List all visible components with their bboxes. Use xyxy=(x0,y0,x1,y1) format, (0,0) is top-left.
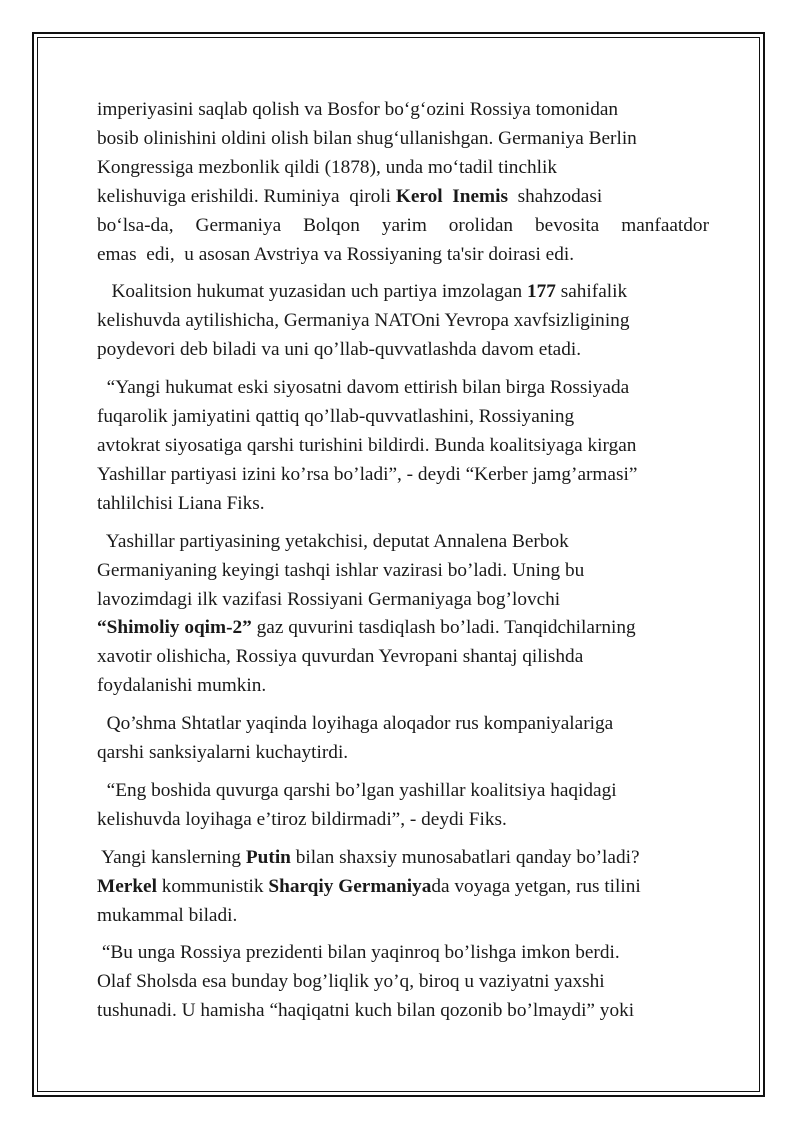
text-run: kelishuviga erishildi. Ruminiya qiroli xyxy=(97,185,396,207)
paragraph xyxy=(97,374,709,519)
text-line: avtokrat siyosatiga qarshi turishini bildirdi. Bunda koalitsiyaga kirgan xyxy=(97,434,637,456)
text-line: emas edi, u asosan Avstriya va Rossiyaning ta'sir doirasi edi. xyxy=(97,243,575,265)
text-line: Olaf Sholsda esa bunday bog’liqlik yo’q, biroq u vaziyatni yaxshi xyxy=(97,971,605,993)
text-line: qarshi sanksiyalarni kuchaytirdi. xyxy=(97,742,349,764)
text-line: tushunadi. U hamisha “haqiqatni kuch bilan qozonib bo’lmaydi” yoki xyxy=(97,1000,635,1022)
document-body xyxy=(97,96,709,1026)
text-run: shahzodasi xyxy=(507,185,603,207)
bold-text: Sharqiy Germaniya xyxy=(268,875,432,897)
bold-text: “Shimoliy oqim-2” xyxy=(97,617,252,639)
paragraph xyxy=(97,710,709,768)
text-line: “Eng boshida quvurga qarshi bo’lgan yashillar koalitsiya haqidagi xyxy=(97,779,617,801)
text-line: kelishuvda aytilishicha, Germaniya NATOni Yevropa xavfsizligining xyxy=(97,310,630,332)
bold-text: 177 xyxy=(526,281,556,303)
text-line xyxy=(97,873,709,902)
text-line: “Yangi hukumat eski siyosatni davom ettirish bilan birga Rossiyada xyxy=(97,377,630,399)
paragraph xyxy=(97,939,709,1026)
text-run: Yangi kanslerning xyxy=(97,846,246,868)
text-line: Yashillar partiyasi izini ko’rsa bo’ladi”, - deydi “Kerber jamg’armasi” xyxy=(97,463,638,485)
text-line: Kongressiga mezbonlik qildi (1878), unda mo‘tadil tinchlik xyxy=(97,156,557,178)
text-line: kelishuvda loyihaga e’tiroz bildirmadi”, - deydi Fiks. xyxy=(97,808,507,830)
text-line: tahlilchisi Liana Fiks. xyxy=(97,492,265,514)
paragraph xyxy=(97,844,709,931)
text-run: bilan shaxsiy munosabatlari qanday bo’ladi? xyxy=(290,846,640,868)
text-line: bosib olinishini oldini olish bilan shug‘ullanishgan. Germaniya Berlin xyxy=(97,127,637,149)
text-line: fuqarolik jamiyatini qattiq qo’llab-quvvatlashini, Rossiyaning xyxy=(97,406,575,428)
text-run: kommunistik xyxy=(156,875,269,897)
bold-text: Kerol Inemis xyxy=(395,185,508,207)
paragraph xyxy=(97,278,709,365)
text-line: xavotir olishicha, Rossiya quvurdan Yevropani shantaj qilishda xyxy=(97,646,584,668)
paragraph xyxy=(97,777,709,835)
text-line xyxy=(97,278,709,307)
text-run: da voyaga yetgan, rus tilini xyxy=(431,875,641,897)
text-line: “Bu unga Rossiya prezidenti bilan yaqinroq bo’lishga imkon berdi. xyxy=(97,942,620,964)
text-line xyxy=(97,614,709,643)
text-line xyxy=(97,844,709,873)
text-line: Qo’shma Shtatlar yaqinda loyihaga aloqador rus kompaniyalariga xyxy=(97,713,614,735)
paragraph xyxy=(97,528,709,701)
text-line: foydalanishi mumkin. xyxy=(97,675,267,697)
text-line: Germaniyaning keyingi tashqi ishlar vazirasi bo’ladi. Uning bu xyxy=(97,559,585,581)
text-line: bo‘lsa-da, Germaniya Bolqon yarim orolidan bevosita manfaatdor xyxy=(97,214,709,236)
bold-text: Merkel xyxy=(97,875,157,897)
text-line: Yashillar partiyasining yetakchisi, deputat Annalena Berbok xyxy=(97,530,569,552)
text-line: lavozimdagi ilk vazifasi Rossiyani Germaniyaga bog’lovchi xyxy=(97,588,561,610)
text-run: gaz quvurini tasdiqlash bo’ladi. Tanqidchilarning xyxy=(251,617,636,639)
text-line: poydevori deb biladi va uni qo’llab-quvvatlashda davom etadi. xyxy=(97,339,582,361)
text-line xyxy=(97,183,709,212)
text-run: Koalitsion hukumat yuzasidan uch partiya imzolagan xyxy=(97,281,527,303)
text-line: mukammal biladi. xyxy=(97,904,238,926)
text-run: sahifalik xyxy=(555,281,628,303)
paragraph xyxy=(97,96,709,269)
bold-text: Putin xyxy=(245,846,291,868)
text-line: imperiyasini saqlab qolish va Bosfor bo‘g‘ozini Rossiya tomonidan xyxy=(97,99,619,120)
